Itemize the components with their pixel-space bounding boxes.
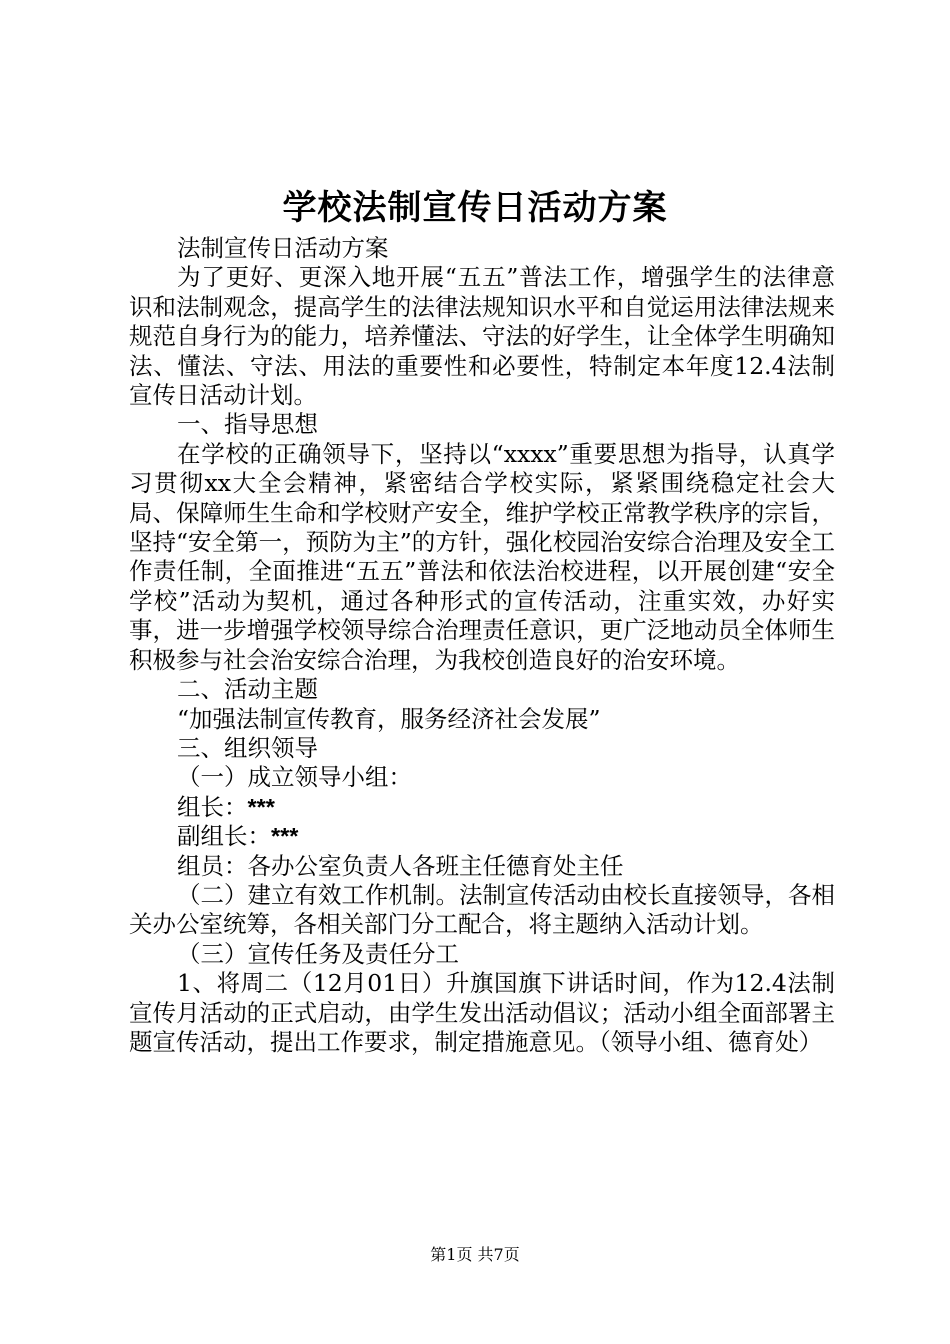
page-footer: 第1页 共7页	[430, 1245, 520, 1264]
paragraph-task-1: 1、将周二（12月01日）升旗国旗下讲话时间，作为12.4法制宣传月活动的正式启动，由学生发出活动倡议；活动小组全面部署主题宣传活动，提出工作要求，制定措施意见。（领导小组、德育处）	[129, 969, 835, 1056]
paragraph-work-mechanism: （二）建立有效工作机制。法制宣传活动由校长直接领导，各相关办公室统筹，各相关部门分工配合，将主题纳入活动计划。	[129, 880, 835, 939]
heading-organization: 三、组织领导	[177, 733, 318, 762]
heading-guiding-ideology: 一、指导思想	[177, 410, 318, 439]
deputy-leader-label: 副组长：	[177, 822, 271, 851]
document-title: 学校法制宣传日活动方案	[282, 188, 668, 228]
deputy-leader-name: ***	[271, 823, 299, 850]
paragraph-activity-theme: “加强法制宣传教育，服务经济社会发展”	[177, 704, 601, 733]
paragraph-members: 组员：各办公室负责人各班主任德育处主任	[177, 851, 624, 880]
group-leader-label: 组长：	[177, 792, 248, 821]
paragraph-guiding-ideology: 在学校的正确领导下，坚持以“xxxx”重要思想为指导，认真学习贯彻xx大全会精神，紧密结合学校实际，紧紧围绕稳定社会大局、保障师生生命和学校财产安全，维护学校正常教学秩序的宗旨，坚持“安全第一，预防为主”的方针，强化校园治安综合治理及安全工作责任制，全面推进“五五”普法和依法治校进程，以开展创建“安全学校”活动为契机，通过各种形式的宣传活动，注重实效，办好实事，进一步增强学校领导综合治理责任意识，更广泛地动员全体师生积极参与社会治安综合治理，为我校创造良好的治安环境。	[129, 439, 835, 674]
paragraph-deputy-leader	[129, 822, 835, 851]
group-leader-name: ***	[247, 793, 275, 820]
paragraph-tasks-heading: （三）宣传任务及责任分工	[177, 939, 459, 968]
paragraph-intro: 为了更好、更深入地开展“五五”普法工作，增强学生的法律意识和法制观念，提高学生的法律法规知识水平和自觉运用法律法规来规范自身行为的能力，培养懂法、守法的好学生，让全体学生明确知法、懂法、守法、用法的重要性和必要性，特制定本年度12.4法制宣传日活动计划。	[129, 263, 835, 410]
paragraph-subtitle: 法制宣传日活动方案	[177, 234, 389, 262]
document-body	[129, 234, 835, 1057]
paragraph-group-leader	[129, 793, 835, 822]
heading-activity-theme: 二、活动主题	[177, 675, 318, 704]
paragraph-leading-group: （一）成立领导小组：	[177, 763, 412, 792]
